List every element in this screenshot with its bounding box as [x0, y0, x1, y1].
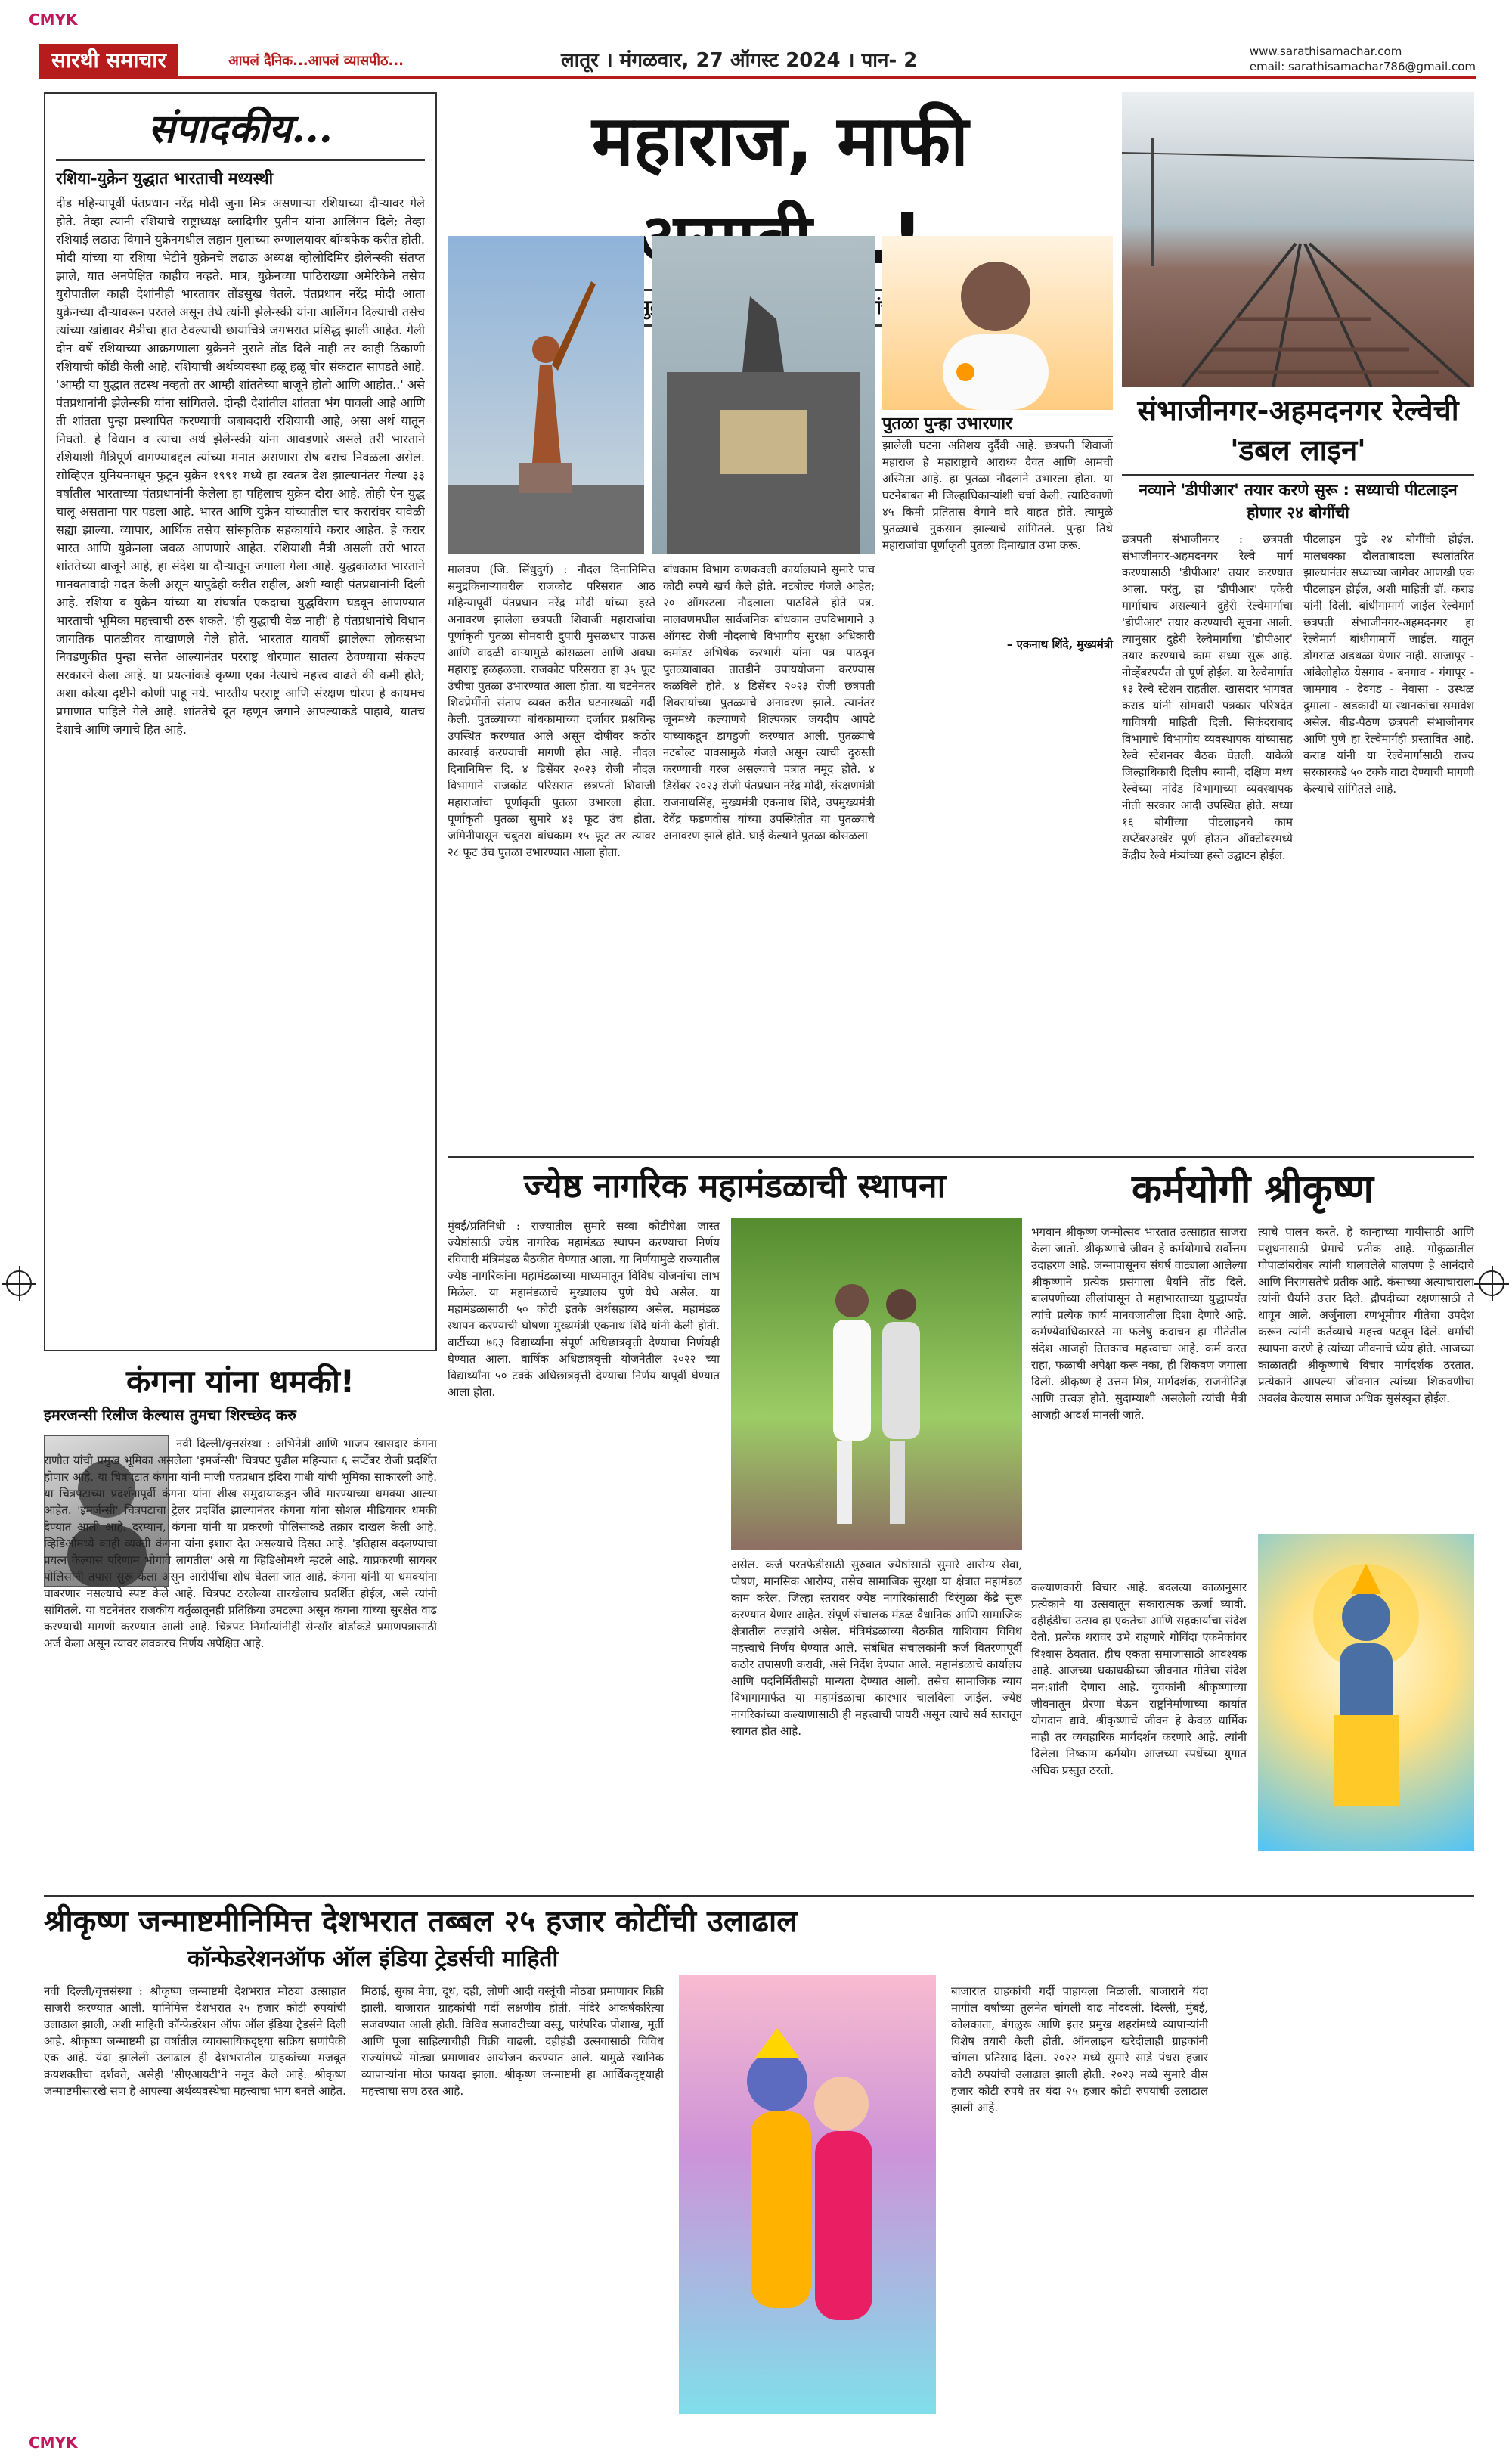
- railway-column-1: छत्रपती संभाजीनगर : छत्रपती संभाजीनगर-अहमदनगर रेल्वे मार्ग करण्यासाठी 'डीपीआर' तयार करण्यात आला. परंतु, हा 'डीपीआर' एकेरी मार्गाचाच असल्याने दुहेरी रेल्वेमार्गाचा 'डीपीआर' तयार करण्याची सूचना आली. त्यानुसार दुहेरी रेल्वेमार्गाचा 'डीपीआर' तयार करण्याचे काम सध्या सुरू आहे. नोव्हेंबरपर्यंत तो पूर्ण होईल. या रेल्वेमार्गात १३ रेल्वे स्टेशन राहतील. खासदार भागवत कराड यांनी सोमवारी पत्रकार परिषदेत याविषयी माहिती दिली. सिकंदराबाद विभागाचे विभागीय व्यवस्थापक यांच्यासह रेल्वे स्टेशनवर बैठक घेतली. यावेळी जिल्हाधिकारी दिलीप स्वामी, दक्षिण मध्य रेल्वेच्या नांदेड विभागाच्या व्यवस्थापक नीती सरकार आदी उपस्थित होते. सध्या १६ बोगींच्या पीटलाइनचे काम सप्टेंबरअखेर पूर्ण होऊन ऑक्टोबरमध्ये केंद्रीय रेल्वे मंत्र्यांच्या हस्ते उद्घाटन होईल.: [1122, 532, 1293, 862]
- kangana-story: [44, 1360, 437, 1881]
- cmyk-mark-top: CMYK: [29, 11, 78, 29]
- railway-track-icon: [1122, 92, 1474, 387]
- editorial-body: दीड महिन्यापूर्वी पंतप्रधान नरेंद्र मोदी जुना मित्र असणाऱ्या रशियाच्या दौऱ्यावर गेले होते. तेव्हा त्यांनी रशियाचे राष्ट्राध्यक्ष व्लादिमीर पुतीन यांना आलिंगन दिले; तेव्हा रशियाई लढाऊ विमाने युक्रेनमधील लहान मुलांच्या रुग्णालयावर बॉम्बफेक करीत होती. मोदी यांच्या या रशिया भेटीने युक्रेनचे लढाऊ अध्यक्ष व्होलोदिमिर झेलेन्स्की संतप्त झाले, यात अनपेक्षित काहीच नव्हते. मात्र, युक्रेनच्या पाठिराख्या अमेरिकेने तसेच युरोपातील काही देशांनीही भारतावर तोंडसुख घेतले. पंतप्रधान नरेंद्र मोदी आता युक्रेनच्या दौऱ्यावरून परतले असून तेथे त्यांनी झेलेन्स्की यांना आलिंगन दिल्याची तसेच त्यांच्या खांद्यावर मैत्रीचा हात ठेवल्याची छायाचित्रे जगभरात प्रसिद्ध झाली आहेत. गेली दोन वर्षे रशियाच्या आक्रमणाला युक्रेनने नुसते तोंड दिले नाही तर काही ठिकाणी रशियाची कोंडी केली आहे. रशियाची अर्थव्यवस्था हळू हळू घोर संकटात सापडते आहे. 'आम्ही या युद्धात तटस्थ नव्हतो तर आम्ही शांततेच्या बाजूने होतो आणि आहोत..' असे पंतप्रधानांनी झेलेन्स्की यांना सांगितले. दोन्ही देशांतील शांतता भंग पावली आहे आणि ती शांतता पुन्हा प्रस्थापित करण्याची जबाबदारी रशियाची आहे, असा अर्थ यातून निघतो. हे विधान व त्याचा अर्थ झेलेन्स्की यांना आवडणारे असले तरी भारताने रशियाशी मैत्रिपूर्ण वागण्याबद्दल त्यांच्या मनात असणारा रोष बराच निवळला असेल. सोव्हिएत युनियनमधून फुटून युक्रेन १९९१ मध्ये हा स्वतंत्र देश झाल्यानंतर गेल्या ३३ वर्षांतील भारताच्या पंतप्रधानांनी केलेला हा पहिलाच युक्रेन दौरा आहे. तोही ऐन युद्ध चालू असताना पार पडला आहे. भारत आणि युक्रेन यांच्यातील चार करारांवर यावेळी सह्या झाल्या. व्यापार, आर्थिक तसेच सांस्कृतिक सहकार्याचे करार आहेत. हे करार भारत आणि युक्रेनला जवळ आणणारे आहेत. रशियाशी मैत्री असली तरी भारत शांततेच्या बाजूने आहे, हा संदेश या दौऱ्यातून जगाला गेला आहे. युद्धकाळात भारताने मानवतावादी मदत केली असून यापुढेही करीत राहील, अशी ग्वाही पंतप्रधानांनी दिली आहे. रशिया व युक्रेन यांच्या या संघर्षात एकदाचा युद्धविराम घडवून आणण्यात भारताची भूमिका महत्त्वाची ठरू शकते. 'ही युद्धाची वेळ नाही' हे पंतप्रधानांचे विधान जागतिक पातळीवर वाखाणले गेले होते. भारतात यावर्षी झालेल्या लोकसभा निवडणुकीत पुन्हा सत्तेत आल्यानंतर परराष्ट्र धोरणात सातत्य ठेवण्याचा संकल्प सरकारने केला आहे. या प्रयत्नांकडे कृष्णा एका नेत्याचे महत्त्व वाढते की कमी होते; अशा कोत्या दृष्टीने कोणी पाहू नये. भारतीय परराष्ट्र आणि संरक्षण धोरण हे कायमच प्रमाणात पाहिले गेले आहे. शांततेचे दूत म्हणून जगाने आपल्याकडे पाहावे, यातच देशाचे आणि जगाचे हित आहे.: [56, 196, 425, 737]
- shivaji-column-1: मालवण (जि. सिंधुदुर्ग) : नौदल दिनानिमित्त समुद्रकिनाऱ्यावरील राजकोट परिसरात आठ महिन्यापूर्वी पंतप्रधान नरेंद्र मोदी यांच्या हस्ते अनावरण झालेला छत्रपती शिवाजी महाराजांचा पूर्णाकृती पुतळा सोमवारी दुपारी मुसळधार पाऊस आणि वादळी वाऱ्यामुळे कोसळला आणि अवघा महाराष्ट्र हळहळला. राजकोट परिसरात हा ३५ फूट उंचीचा पुतळा उभारण्यात आला होता. या घटनेनंतर शिवप्रेमींनी संताप व्यक्त करीत घटनास्थळी गर्दी केली. पुतळ्याच्या बांधकामाच्या दर्जावर प्रश्नचिन्ह उपस्थित करण्यात आले असून दोषींवर कठोर कारवाई करण्याची मागणी होत आहे. नौदल दिनानिमित्त दि. ४ डिसेंबर २०२३ रोजी नौदल विभागाने राजकोट परिसरात छत्रपती शिवाजी महाराजांचा पूर्णाकृती पुतळा उभारला होता. पूर्णाकृती पुतळा सुमारे ४३ फूट उंच होता. जमिनीपासून चबुतरा बांधकाम १५ फूट तर त्यावर २८ फूट उंच पुतळा उभारण्यात आला होता.: [448, 563, 655, 859]
- statue-icon: [448, 236, 644, 554]
- krishna-story: [1031, 1163, 1474, 1889]
- krishna-figure-icon: [1258, 1534, 1474, 1851]
- editorial-title: रशिया-युक्रेन युद्धात भारताची मध्यस्थी: [56, 169, 274, 188]
- janmashtami-column-1: नवी दिल्ली/वृत्तसंस्था : श्रीकृष्ण जन्माष्टमी देशभरात मोठ्या उत्साहात साजरी करण्यात आली. यानिमित्त देशभरात २५ हजार कोटी रुपयांची उलाढाल झाली, अशी माहिती कॉन्फेडरेशन ऑफ ऑल इंडिया ट्रेडर्सने दिली आहे. श्रीकृष्ण जन्माष्टमी हा वर्षातील व्यावसायिकदृष्ट्या सक्रिय सणांपैकी एक आहे. यंदा झालेली उलाढाल ही देशभरातील ग्राहकांच्या मजबूत क्रयशक्तीचा दर्शवते, असेही 'सीएआयटी'ने नमूद केले आहे. श्रीकृष्ण जन्माष्टमीसारखे सण हे आपल्या अर्थव्यवस्थेचा महत्त्वाचा भाग बनले आहेत.: [44, 1984, 346, 2098]
- masthead: [39, 44, 1476, 79]
- janmashtami-photo: [679, 1975, 936, 2414]
- janmashtami-column-2: मिठाई, सुका मेवा, दूध, दही, लोणी आदी वस्तूंची मोठ्या प्रमाणावर विक्री झाली. बाजारात ग्राहकांची गर्दी लक्षणीय होती. मंदिरे आकर्षकरित्या सजवण्यात आली होती. विविध सजावटीच्या वस्तू, पारंपरिक पोशाख, मूर्ती आणि पूजा साहित्याचीही विक्री वाढली. दहीहंडी उत्सवासाठी विविध राज्यांमध्ये मोठ्या प्रमाणावर आयोजन करण्यात आले. यामुळे स्थानिक व्यापाऱ्यांना मोठा फायदा झाला. श्रीकृष्ण जन्माष्टमी हा आर्थिकदृष्ट्याही महत्त्वाचा सण ठरत आहे.: [361, 1984, 664, 2098]
- statement-heading: पुतळा पुन्हा उभारणार: [882, 413, 1113, 437]
- seniors-column-2: असेल. कर्ज परतफेडीसाठी सुरुवात ज्येष्ठांसाठी सुमारे आरोग्य सेवा, पोषण, मानसिक आरोग्य, तसेच सामाजिक सुरक्षा या क्षेत्रात महामंडळ काम करेल. जिल्हा स्तरावर ज्येष्ठ नागरिकांसाठी विरंगुळा केंद्रे सुरू करण्यात येणार आहेत. संपूर्ण संचालक मंडळ वैधानिक आणि सामाजिक क्षेत्रातील तज्ज्ञांचे असेल. मंत्रिमंडळाच्या बैठकीत याशिवाय विविध महत्त्वाचे निर्णय घेण्यात आले. संबंधित संचालकांनी कर्ज वितरणापूर्वी कठोर तपासणी करावी, असे निर्देश देण्यात आले. महामंडळाचे कार्यालय आणि पदनिर्मितीसही मान्यता देण्यात आली. तसेच सामाजिक न्याय विभागामार्फत या महामंडळाचा कारभार चालविला जाईल. ज्येष्ठ नागरिकांच्या कल्याणासाठी ही महत्त्वाची पायरी असून त्याचे सर्व स्तरातून स्वागत होत आहे.: [731, 1558, 1022, 1738]
- editorial-box: [44, 92, 437, 1351]
- radha-krishna-icon: [679, 1975, 936, 2414]
- brand-logo: सारथी समाचार: [39, 44, 178, 76]
- krishna-column-3: कल्याणकारी विचार आहे. बदलत्या काळानुसार प्रत्येकाने या उत्सवातून सकारात्मक ऊर्जा घ्यावी. दहीहंडीचा उत्सव हा एकतेचा आणि सहकार्याचा संदेश देतो. प्रत्येक थरावर उभे राहणारे गोविंदा एकमेकांवर विश्वास ठेवतात. हीच एकता समाजासाठी आवश्यक आहे. आजच्या धकाधकीच्या जीवनात गीतेचा संदेश मन:शांती देणारा आहे. युवकांनी श्रीकृष्णाच्या जीवनातून प्रेरणा घेऊन राष्ट्रनिर्माणाच्या कार्यात योगदान द्यावे. श्रीकृष्णाचे जीवन हे केवळ धार्मिक नाही तर व्यवहारिक मार्गदर्शन करणारे आहे. त्यांनी दिलेला निष्काम कर्मयोग आजच्या स्पर्धेच्या युगात अधिक प्रस्तुत ठरतो.: [1031, 1581, 1247, 1777]
- registration-mark-icon: [6, 1270, 32, 1296]
- contact-info: [1250, 44, 1476, 74]
- section-divider: [448, 1156, 1474, 1158]
- railway-subtitle: नव्याने 'डीपीआर' तयार करणे सुरू : सध्याची पीटलाइन होणार २४ बोगींची: [1122, 474, 1474, 524]
- registration-mark-icon: [1479, 1270, 1504, 1296]
- railway-headline: संभाजीनगर-अहमदनगर रेल्वेची 'डबल लाइन': [1137, 394, 1459, 467]
- krishna-headline: कर्मयोगी श्रीकृष्ण: [1131, 1167, 1374, 1212]
- krishna-column-1: भगवान श्रीकृष्ण जन्मोत्सव भारतात उत्साहात साजरा केला जातो. श्रीकृष्णाचे जीवन हे कर्मयोगाचे सर्वोत्तम उदाहरण आहे. जन्मापासूनच संघर्ष वाट्याला आलेल्या श्रीकृष्णाने प्रत्येक प्रसंगाला धैर्याने तोंड दिले. बालपणीच्या लीलांपासून ते महाभारताच्या युद्धापर्यंत त्यांचे प्रत्येक कार्य मानवजातीला दिशा देणारे आहे. कर्मण्येवाधिकारस्ते मा फलेषु कदाचन हा गीतेतील संदेश आजही तितकाच महत्त्वाचा आहे. कर्म करत राहा, फळाची अपेक्षा करू नका, ही शिकवण जगाला दिली. श्रीकृष्ण हे उत्तम मित्र, मार्गदर्शक, राजनीतिज्ञ आणि तत्त्वज्ञ होते. सुदाम्याशी असलेली त्यांची मैत्री आजही आदर्श मानली जाते.: [1031, 1225, 1247, 1422]
- seniors-story: [448, 1163, 1022, 1889]
- railway-story: [1122, 92, 1474, 1151]
- janmashtami-headline: श्रीकृष्ण जन्माष्टमीनिमित्त देशभरात तब्बल २५ हजार कोटींची उलाढाल: [44, 1904, 798, 1939]
- shivaji-column-2: बांधकाम विभाग कणकवली कार्यालयाने सुमारे पाच कोटी रुपये खर्च केले होते. नटबोल्ट गंजले आहेत; २० ऑगस्टला नौदलाला पाठविले होते पत्र. मालवणमधील सार्वजनिक बांधकाम उपविभागाने ३ ऑगस्ट रोजी नौदलाचे विभागीय सुरक्षा अधिकारी कमांडर अभिषेक करभारी यांना पत्र पाठवून पुतळ्याबाबत तातडीने उपाययोजना करण्यास कळविले होते. ४ डिसेंबर २०२३ रोजी छत्रपती शिवरायांच्या पुतळ्याचे अनावरण झाले. त्यानंतर जूनमध्ये कल्याणचे शिल्पकार जयदीप आपटे यांच्याकडून डागडुजी करण्यात आली. पुतळ्याचे नटबोल्ट पावसामुळे गंजले असून त्याची दुरुस्ती करण्याची गरज असल्याचे पत्रात नमूद होते. ४ डिसेंबर २०२३ रोजी पंतप्रधान नरेंद्र मोदी, संरक्षणमंत्री राजनाथसिंह, मुख्यमंत्री एकनाथ शिंदे, उपमुख्यमंत्री देवेंद्र फडणवीस यांच्या उपस्थितीत या पुतळ्याचे अनावरण झाले होते. घाई केल्याने पुतळा कोसळला: [663, 563, 875, 842]
- janmashtami-subtitle: कॉन्फेडरेशनऑफ ऑल इंडिया ट्रेडर्सची माहिती: [187, 1946, 559, 1972]
- kangana-subtitle: इमरजन्सी रिलीज केल्यास तुमचा शिरच्छेद करु: [44, 1406, 297, 1424]
- kangana-body: नवी दिल्ली/वृत्तसंस्था : अभिनेत्री आणि भाजप खासदार कंगना राणौत यांची प्रमुख भूमिका असलेला 'इमर्जन्सी' चित्रपट पुढील महिन्यात ६ सप्टेंबर रोजी प्रदर्शित होणार आहे. या चित्रपटात कंगना यांनी माजी पंतप्रधान इंदिरा गांधी यांची भूमिका साकारली आहे. या चित्रपटाच्या प्रदर्शनापूर्वी कंगना यांना शीख समुदायाकडून जीवे मारण्याच्या धमक्या आल्या आहेत. 'इमर्जन्सी' चित्रपटाचा ट्रेलर प्रदर्शित झाल्यानंतर कंगना यांना सोशल मीडियावर धमकी देण्यात आली आहे. दरम्यान, कंगना यांनी या प्रकरणी पोलिसांकडे तक्रार दाखल केली आहे. व्हिडिओमध्ये काही व्यक्ती कंगना यांना इशारा देत असल्याचे दिसत आहे. 'इतिहास बदलण्याचा प्रयत्न केल्यास परिणाम भोगावे लागतील' असे या व्हिडिओमध्ये म्हटले आहे. याप्रकरणी सायबर पोलिसांनी तपास सुरू केला असून आरोपींचा शोध घेतला जात आहे. कंगना यांनी या धमक्यांना घाबरणार नसल्याचे स्पष्ट केले आहे. चित्रपट ठरलेल्या तारखेलाच प्रदर्शित होईल, असे त्यांनी सांगितले. या घटनेनंतर राजकीय वर्तुळातूनही प्रतिक्रिया उमटल्या असून कंगना यांच्या सुरक्षेत वाढ करण्याची मागणी करण्यात आली आहे. चित्रपट निर्मात्यांनीही सेन्सॉर बोर्डाकडे प्रमाणपत्रासाठी अर्ज केला असून त्यावर लवकरच निर्णय अपेक्षित आहे.: [44, 1437, 437, 1650]
- janmashtami-column-3: बाजारात ग्राहकांची गर्दी पाहायला मिळाली. बाजाराने यंदा मागील वर्षाच्या तुलनेत चांगली वाढ नोंदवली. दिल्ली, मुंबई, कोलकाता, बंगळुरू आणि इतर प्रमुख शहरांमध्ये व्यापाऱ्यांनी विशेष तयारी केली होती. ऑनलाइन खरेदीलाही ग्राहकांनी चांगला प्रतिसाद दिला. २०२२ मध्ये सुमारे साडे पंधरा हजार कोटी रुपयांची उलाढाल झाली होती. २०२३ मध्ये सुमारे वीस हजार कोटी रुपये तर यंदा २५ हजार कोटी रुपयांची उलाढाल झाली आहे.: [951, 1984, 1208, 2114]
- portrait-icon: [882, 236, 1113, 410]
- cm-statement: [882, 413, 1113, 662]
- cm-photo: [882, 236, 1113, 410]
- elderly-couple-icon: [731, 1218, 1022, 1550]
- section-divider: [44, 1895, 1474, 1897]
- email-link[interactable]: email: sarathisamachar786@gmail.com: [1249, 60, 1476, 73]
- statue-photo: [448, 236, 644, 554]
- seniors-headline: ज्येष्ठ नागरिक महामंडळाची स्थापना: [524, 1167, 946, 1205]
- statement-body: झालेली घटना अतिशय दुर्दैवी आहे. छत्रपती शिवाजी महाराज हे महाराष्ट्राचे आराध्य दैवत आणि आमची अस्मिता आहे. हा पुतळा नौदलाने उभारला होता. या घटनेबाबत मी जिल्हाधिकाऱ्यांशी चर्चा केली. त्याठिकाणी ४५ किमी प्रतितास वेगाने वारे वाहत होते. त्यामुळे पुतळ्याचे नुकसान झाल्याचे सांगितले. पुन्हा तिथे महाराजांचा पूर्णाकृती पुतळा दिमाखात उभा करू.: [882, 439, 1113, 552]
- kangana-title: कंगना यांना धमकी!: [126, 1363, 355, 1400]
- collapsed-statue-photo: [652, 236, 875, 554]
- janmashtami-story: [44, 1900, 1474, 2421]
- plaque-icon: [652, 236, 875, 554]
- website-link[interactable]: www.sarathisamachar.com: [1249, 45, 1402, 58]
- krishna-illustration: [1258, 1534, 1474, 1851]
- dateline: लातूर । मंगळवार, 27 ऑगस्ट 2024 । पान- 2: [561, 49, 918, 72]
- seniors-column-1: मुंबई/प्रतिनिधी : राज्यातील सुमारे सव्वा कोटीपेक्षा जास्त ज्येष्ठांसाठी ज्येष्ठ नागरिक महामंडळ स्थापन करण्याचा निर्णय रविवारी मंत्रिमंडळ बैठकीत घेण्यात आला. या निर्णयामुळे राज्यातील ज्येष्ठ नागरिकांना महामंडळाच्या माध्यमातून विविध योजनांचा लाभ मिळेल. या महामंडळाचे मुख्यालय पुणे येथे असेल. या महामंडळासाठी ५० कोटी इतके अर्थसहाय्य असेल. महामंडळ स्थापन करण्याची घोषणा मुख्यमंत्री एकनाथ शिंदे यांनी केली होती. बार्टीच्या ७६३ विद्यार्थ्यांना संपूर्ण अधिछात्रवृत्ती देण्याचा निर्णयही घेण्यात आला. वार्षिक अधिछात्रवृत्ती योजनेतील २०२२ च्या विद्यार्थ्यांना ५० टक्के अधिछात्रवृत्ती देण्याचा निर्णय यापूर्वी घेण्यात आला होता.: [448, 1219, 720, 1399]
- shivaji-headline: महाराज, माफी: [592, 101, 968, 181]
- shivaji-story: [448, 92, 1113, 1151]
- cmyk-mark-bottom: CMYK: [29, 2434, 78, 2452]
- tagline: आपलं दैनिक...आपलं व्यासपीठ...: [228, 53, 404, 69]
- statement-byline: – एकनाथ शिंदे, मुख्यमंत्री: [1006, 637, 1113, 651]
- railway-photo: [1122, 92, 1474, 387]
- railway-column-2: पीटलाइन पुढे २४ बोगींची होईल. मालधक्का दौलताबादला स्थलांतरित झाल्यानंतर सध्याच्या जागेवर आणखी एक पीटलाइन होईल, अशी माहिती डॉ. कराड यांनी दिली. बांधीगामार्ग जाईल रेल्वेमार्ग छत्रपती संभाजीनगर-अहमदनगर हा रेल्वेमार्ग बांधीगामार्गे जाईल. यातून डोंगराळ अडथळा येणार नाही. साजापूर - आंबेलोहोळ येसगाव - बनगाव - गंगापूर - जामगाव - देवगड - नेवासा - उस्थळ दुमाला - खडकादी या स्थानकांचा समावेश असेल. बीड-पैठण छत्रपती संभाजीनगर आणि पुणे हा रेल्वेमार्गही प्रस्तावित आहे. कराड यांनी या रेल्वेमार्गासाठी राज्य सरकारकडे ५० टक्के वाटा देण्याची मागणी केल्याचे सांगितले आहे.: [1303, 532, 1474, 796]
- seniors-photo: [731, 1218, 1022, 1550]
- editorial-label: संपादकीय...: [56, 100, 425, 161]
- krishna-column-2: त्याचे पालन करते. हे कान्हाच्या गायीसाठी आणि पशुधनासाठी प्रेमाचे प्रतीक आहे. गोकुळातील गोपाळांबरोबर त्यांनी घालवलेले बालपण हे आनंदाचे आणि निरागसतेचे प्रतीक आहे. कंसाच्या अत्याचाराला त्यांनी धैर्याने उत्तर दिले. द्रौपदीच्या रक्षणासाठी ते धावून आले. अर्जुनाला रणभूमीवर गीतेचा उपदेश करून त्यांनी कर्तव्याचे महत्त्व पटवून दिले. धर्माची स्थापना करणे हे त्यांच्या जीवनाचे ध्येय होते. आजच्या काळातही श्रीकृष्णाचे विचार मार्गदर्शक ठरतात. प्रत्येकाने आपल्या जीवनात त्यांच्या शिकवणीचा अवलंब केल्यास समाज अधिक सुसंस्कृत होईल.: [1258, 1225, 1474, 1405]
